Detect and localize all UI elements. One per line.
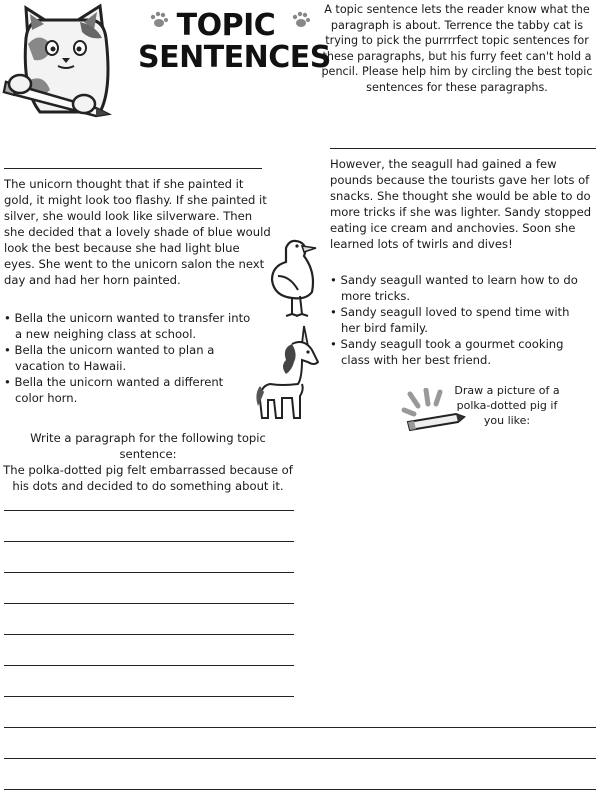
writing-line[interactable] [4, 758, 596, 759]
answer-line[interactable] [330, 148, 596, 149]
writing-prompt [0, 430, 296, 494]
answer-line[interactable] [4, 168, 262, 169]
writing-line[interactable] [4, 510, 294, 511]
option-item[interactable]: • Bella the unicorn wanted to plan a vacation to Hawaii. [4, 343, 215, 373]
title-line-1: TOPIC [176, 8, 276, 43]
page-title [138, 8, 331, 75]
option-item[interactable]: • Sandy seagull loved to spend time with her bird family. [330, 305, 570, 335]
unicorn-icon [252, 324, 322, 422]
cat-illustration [0, 0, 130, 128]
writing-line[interactable] [4, 696, 294, 697]
seagull-illustration [264, 236, 324, 320]
writing-line[interactable] [4, 727, 596, 728]
writing-line[interactable] [4, 665, 294, 666]
right-paragraph: However, the seagull had gained a few pounds because the tourists gave her lots of snacks. She thought she would be able to do more tricks if she was lighter. Sandy stopped eating ice cream and anchovies. Soon she learned lots of twirls and dives! [330, 157, 592, 251]
title-line-2: SENTENCES [138, 40, 331, 75]
unicorn-illustration [252, 324, 322, 422]
writing-line[interactable] [4, 572, 294, 573]
left-paragraph: The unicorn thought that if she painted it gold, it might look too flashy. If she painted it silver, she would look like silverware. Then she decided that a lovely shade of blue would look the best because she had light blue eyes. She went to the unicorn salon the next day and had her horn painted. [4, 177, 271, 287]
writing-line[interactable] [4, 541, 294, 542]
option-item[interactable]: • Sandy seagull wanted to learn how to do more tricks. [330, 273, 578, 303]
intro-text: A topic sentence lets the reader know what the paragraph is about. Terrence the tabby cat is trying to pick the purrrrfect topic sentences for these paragraphs, but his furry feet can't hold a pencil. Please help him by circling the best topic sentences for these paragraphs. [321, 3, 593, 94]
writing-prompt-instruction: Write a paragraph for the following topic sentence: [30, 431, 266, 461]
writing-prompt-topic: The polka-dotted pig felt embarrassed because of his dots and decided to do something about it. [3, 463, 293, 493]
writing-line[interactable] [4, 634, 294, 635]
writing-line[interactable] [4, 789, 596, 790]
option-item[interactable]: • Bella the unicorn wanted a different color horn. [4, 375, 224, 405]
seagull-icon [264, 236, 324, 320]
cat-with-pencil-icon [0, 0, 130, 128]
left-options [4, 310, 254, 406]
draw-prompt: Draw a picture of a polka-dotted pig if you like: [454, 384, 560, 427]
writing-line[interactable] [4, 603, 294, 604]
right-options [330, 272, 592, 368]
option-item[interactable]: • Bella the unicorn wanted to transfer into a new neighing class at school. [4, 311, 251, 341]
option-item[interactable]: • Sandy seagull took a gourmet cooking class with her best friend. [330, 337, 564, 367]
